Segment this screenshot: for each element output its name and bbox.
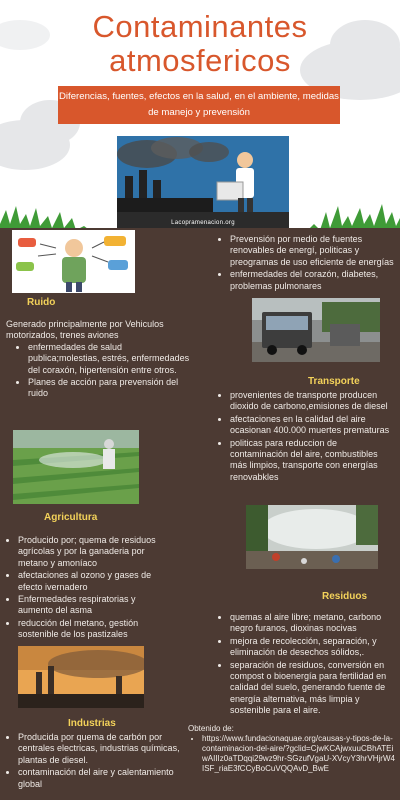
source-label: Obtenido de:: [188, 724, 234, 733]
list-item: • contaminación del aire y calentamiento global: [18, 767, 184, 790]
ruido-heading: Ruido: [27, 297, 56, 308]
list-item: • quemas al aire libre; metano, carbono negro furanos, dioxinas nocivas: [230, 612, 396, 635]
residuos-text: [216, 612, 396, 718]
transporte-text: [216, 390, 396, 484]
transporte-image: [252, 298, 380, 362]
page-title: Contaminantes atmosfericos: [92, 9, 308, 78]
industrias-heading: Industrias: [68, 718, 116, 729]
hero-caption: Lacopramenacion.org: [171, 220, 235, 226]
ruido-image: [12, 230, 135, 293]
agricultura-heading: Agricultura: [44, 512, 98, 523]
list-item: • Producida por quema de carbón por centrales electricas, industrias químicas, plantas de diesel.: [18, 732, 184, 766]
list-item: • afectaciones al ozono y gases de efecto ivernadero: [18, 570, 164, 593]
list-item: • enfermedades del corazón, diabetes, problemas pulmonares: [230, 269, 396, 292]
industrias-image: [18, 646, 144, 708]
list-item: • Producido por; quema de residuos agrícolas y por la ganaderia por metano y amoníaco: [18, 535, 164, 569]
residuos-image: [246, 505, 378, 569]
list-item: • Planes de acción para prevensión del ruido: [28, 377, 196, 400]
list-item: • reducción del metano, gestión sostenible de los pastizales: [18, 618, 164, 641]
list-item: • mejora de recolección, separación, y eliminación de desechos sólidos,.: [230, 636, 396, 659]
ruido-intro: Generado principalmente por Vehiculos motorizados, trenes aviones: [6, 319, 164, 341]
list-item: • enfermedades de salud publica;molestias, estrés, enfermedades del coraxón, hipertensión entre otros.: [28, 342, 196, 376]
list-item: • Enfermedades respiratorias y aumento del asma: [18, 594, 164, 617]
list-item: • provenientes de transporte producen dioxido de carbono,emisiones de diesel: [230, 390, 396, 413]
transporte-heading: Transporte: [308, 376, 360, 387]
source-block: [188, 724, 396, 775]
subtitle-text: Diferencias, fuentes, efectos en la salud, en el ambiente, medidas de manejo y prevensión: [59, 91, 339, 118]
list-item: • afectaciones en la calidad del aire ocasionan 400.000 muertes prematuras: [230, 414, 396, 437]
residuos-heading: Residuos: [322, 591, 368, 602]
list-item: • Prevensión por medio de fuentes renovables de energí, politicas y preogramas de uso eficiente de energías: [230, 234, 396, 268]
agricultura-text: [4, 535, 164, 642]
ruido-text: [6, 319, 196, 401]
list-item: • separación de residuos, conversión en compost o bioenergía para fertilidad en calidad del suelo, generando fuente de energía alternativa, más limpia y sostenible para el aire.: [230, 660, 396, 717]
agricultura-image: [13, 430, 139, 504]
industrias-text: [4, 732, 184, 791]
list-item: • politicas para reduccion de contaminación del aire, combustibles más limpios, transporte con energías renovabkles: [230, 438, 396, 484]
prevencion-text: [216, 234, 396, 293]
source-link[interactable]: • https://www.fundacionaquae.org/causas-y-tipos-de-la-contaminacion-del-aire/?gclid=CjwKCAjwxuuCBhATEiwAIIIz0aTDqqi29wz9hr-SGzufVgaU-XVcyY3hrVHjrW4ISF_riaE3fCCyBoCuVQQAvD_BwE: [202, 734, 396, 774]
